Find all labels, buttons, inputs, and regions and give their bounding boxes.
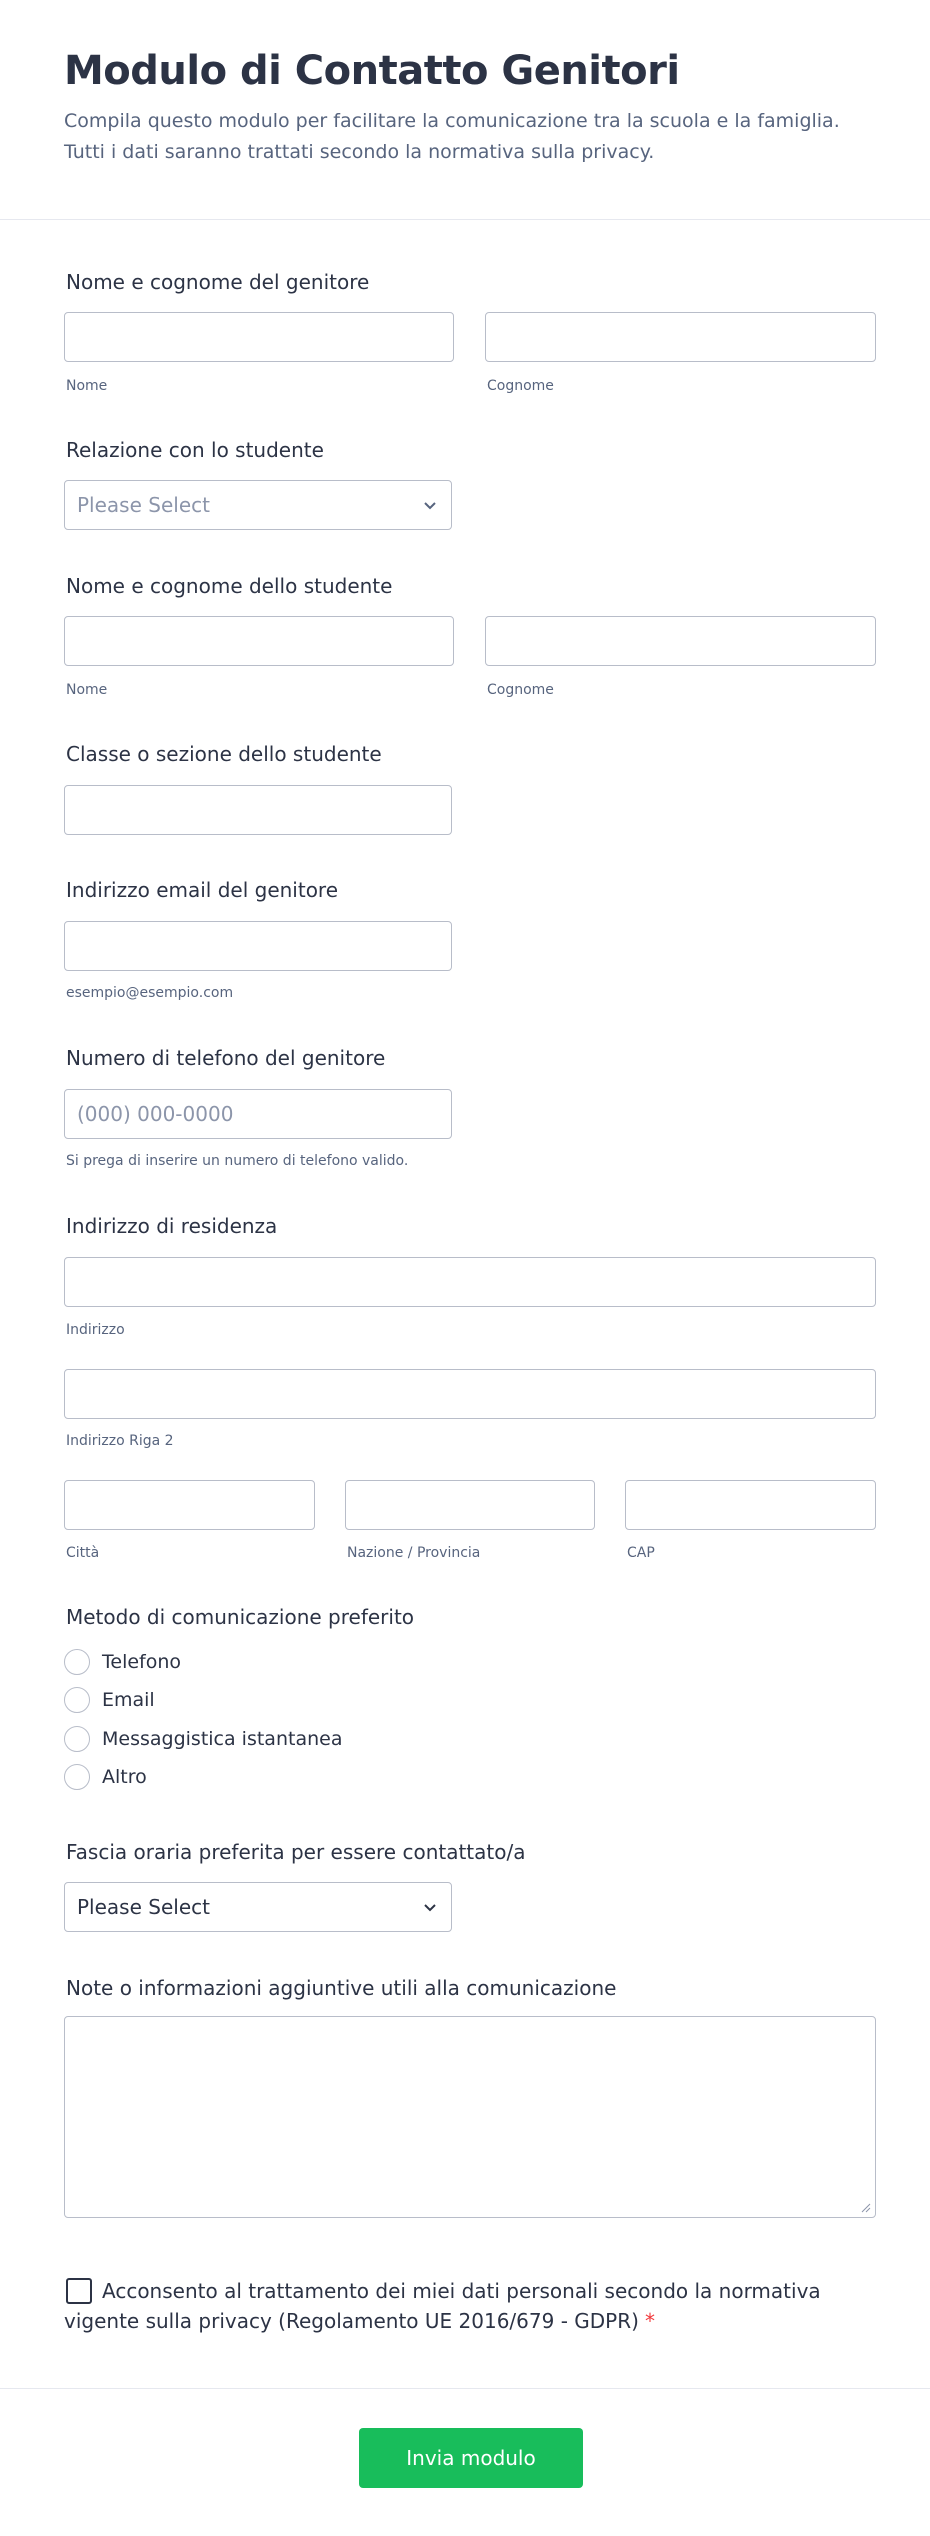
student-first-name-input[interactable] [64, 616, 454, 666]
radio-option-telefono[interactable] [64, 1648, 181, 1676]
parent-last-name-input[interactable] [485, 312, 876, 362]
radio-button[interactable] [64, 1764, 90, 1790]
radio-option-label: Telefono [102, 1651, 182, 1673]
radio-option-label: Altro [102, 1766, 147, 1788]
time-slot-label: Fascia oraria preferita per essere contattato/a [66, 1840, 526, 1864]
notes-textarea[interactable] [64, 2016, 876, 2218]
radio-option-label: Email [102, 1689, 155, 1711]
radio-option-label: Messaggistica istantanea [102, 1728, 343, 1750]
chevron-down-icon [421, 1898, 439, 1916]
submit-button[interactable]: Invia modulo [359, 2428, 583, 2488]
relationship-placeholder: Please Select [77, 493, 210, 517]
radio-option-email[interactable] [64, 1686, 155, 1714]
parent-name-label: Nome e cognome del genitore [66, 270, 370, 294]
student-name-label: Nome e cognome dello studente [66, 574, 393, 598]
zip-sublabel: CAP [627, 1545, 655, 1561]
phone-input[interactable] [64, 1089, 452, 1139]
phone-label: Numero di telefono del genitore [66, 1046, 386, 1070]
time-slot-value: Please Select [77, 1895, 210, 1919]
consent-field [64, 2276, 824, 2336]
form-header [0, 0, 930, 220]
address-line1-input[interactable] [64, 1257, 876, 1307]
city-sublabel: Città [66, 1545, 100, 1561]
radio-button[interactable] [64, 1687, 90, 1713]
zip-input[interactable] [625, 1480, 876, 1530]
required-mark: * [644, 2309, 655, 2333]
student-class-label: Classe o sezione dello studente [66, 742, 382, 766]
email-sublabel: esempio@esempio.com [66, 985, 234, 1001]
contact-method-label: Metodo di comunicazione preferito [66, 1605, 415, 1629]
email-label: Indirizzo email del genitore [66, 878, 339, 902]
parent-first-name-sublabel: Nome [66, 378, 108, 394]
radio-button[interactable] [64, 1726, 90, 1752]
form-subtitle: Compila questo modulo per facilitare la comunicazione tra la scuola e la famiglia. Tutti i dati saranno trattati secondo la normativa sulla privacy. [64, 110, 840, 163]
consent-text: Acconsento al trattamento dei miei dati personali secondo la normativa vigente sulla privacy (Regolamento UE 2016/679 - GDPR) [64, 2279, 821, 2333]
resize-handle-icon[interactable] [859, 2201, 871, 2213]
radio-button[interactable] [64, 1649, 90, 1675]
chevron-down-icon [421, 496, 439, 514]
state-input[interactable] [345, 1480, 595, 1530]
student-last-name-input[interactable] [485, 616, 876, 666]
address-line2-input[interactable] [64, 1369, 876, 1419]
student-first-name-sublabel: Nome [66, 682, 108, 698]
form-title: Modulo di Contatto Genitori [64, 48, 680, 94]
address-label: Indirizzo di residenza [66, 1214, 278, 1238]
state-sublabel: Nazione / Provincia [347, 1545, 481, 1561]
address-line1-sublabel: Indirizzo [66, 1322, 125, 1338]
radio-option-messaggistica[interactable] [64, 1725, 342, 1753]
city-input[interactable] [64, 1480, 315, 1530]
radio-option-altro[interactable] [64, 1763, 147, 1791]
relationship-label: Relazione con lo studente [66, 438, 324, 462]
parent-last-name-sublabel: Cognome [487, 378, 554, 394]
parent-first-name-input[interactable] [64, 312, 454, 362]
student-last-name-sublabel: Cognome [487, 682, 554, 698]
consent-checkbox[interactable] [66, 2278, 92, 2304]
relationship-select[interactable] [64, 480, 452, 530]
notes-label: Note o informazioni aggiuntive utili alla comunicazione [66, 1976, 617, 2000]
email-input[interactable] [64, 921, 452, 971]
time-slot-select[interactable] [64, 1882, 452, 1932]
address-line2-sublabel: Indirizzo Riga 2 [66, 1433, 174, 1449]
student-class-input[interactable] [64, 785, 452, 835]
phone-sublabel: Si prega di inserire un numero di telefono valido. [66, 1153, 409, 1169]
